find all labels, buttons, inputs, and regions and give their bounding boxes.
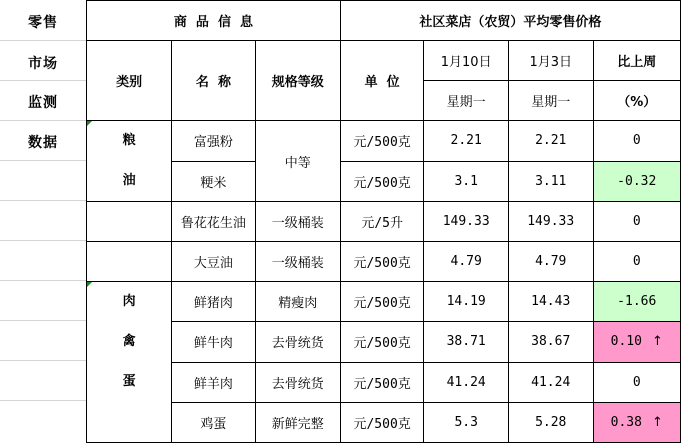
side-title-line: 市场: [28, 56, 58, 72]
table-row: [87, 202, 681, 242]
category-cell-meat-egg: [87, 282, 172, 443]
item-name: 粳米: [172, 161, 255, 202]
row-divider: [0, 160, 86, 161]
category-label: 粮: [122, 133, 136, 148]
row-divider: [0, 360, 86, 361]
category-cell-empty: [87, 202, 172, 242]
item-name: 大豆油: [172, 242, 255, 282]
change-value-cell: [593, 322, 681, 362]
price-previous: 5.28: [508, 402, 593, 442]
change-value: 0: [593, 242, 681, 282]
change-value: 0.38: [610, 414, 642, 430]
price-previous: 4.79: [508, 242, 593, 282]
name-header: 名 称: [172, 41, 255, 121]
item-unit: 元/500克: [340, 242, 424, 282]
item-name: 鸡蛋: [172, 402, 255, 442]
price-current: 14.19: [424, 282, 509, 322]
item-name: 鲜猪肉: [172, 282, 255, 322]
up-arrow-icon: ↑: [651, 334, 663, 350]
up-arrow-icon: ↑: [651, 414, 663, 430]
comment-marker-icon: [87, 282, 92, 287]
row-divider: [0, 320, 86, 321]
price-previous: 149.33: [508, 202, 593, 242]
category-label: 禽: [122, 334, 136, 349]
side-title-line: 数据: [28, 135, 58, 151]
table-row: [87, 362, 681, 402]
row-divider: [0, 280, 86, 281]
date1-header: 1月10日: [424, 41, 509, 81]
table-row: [87, 161, 681, 202]
side-title-column: [0, 0, 86, 441]
date2-header: 1月3日: [508, 41, 593, 81]
item-name: 鲁花花生油: [172, 202, 255, 242]
price-previous: 14.43: [508, 282, 593, 322]
category-label: 蛋: [122, 374, 136, 389]
item-unit: 元/500克: [340, 121, 424, 162]
row-divider: [0, 400, 86, 401]
item-name: 富强粉: [172, 121, 255, 162]
comment-marker-icon: [87, 121, 92, 126]
price-previous: 41.24: [508, 362, 593, 402]
unit-header: 单 位: [340, 41, 424, 121]
category-label: 油: [122, 173, 136, 188]
price-previous: 3.11: [508, 161, 593, 202]
price-current: 38.71: [424, 322, 509, 362]
category-cell-empty: [87, 242, 172, 282]
change-unit-header: （%）: [593, 81, 681, 121]
change-value: 0.10: [610, 334, 642, 350]
item-spec: 去骨统货: [255, 362, 340, 402]
item-unit: 元/500克: [340, 402, 424, 442]
item-spec: 新鲜完整: [255, 402, 340, 442]
price-previous: 2.21: [508, 121, 593, 162]
item-spec: 去骨统货: [255, 322, 340, 362]
row-divider: [0, 120, 86, 121]
table-row: [87, 242, 681, 282]
item-unit: 元/500克: [340, 161, 424, 202]
change-value: -1.66: [593, 282, 681, 322]
row-divider: [0, 240, 86, 241]
goods-info-header: 商 品 信 息: [87, 1, 341, 41]
side-title-line: 监测: [28, 95, 58, 111]
change-value: -0.32: [593, 161, 681, 202]
change-value-cell: [593, 402, 681, 442]
row-divider: [0, 80, 86, 81]
price-table: [86, 0, 681, 443]
item-spec: 中等: [255, 121, 340, 202]
price-current: 4.79: [424, 242, 509, 282]
table-row: [87, 282, 681, 322]
price-current: 5.3: [424, 402, 509, 442]
item-unit: 元/500克: [340, 282, 424, 322]
price-current: 3.1: [424, 161, 509, 202]
price-previous: 38.67: [508, 322, 593, 362]
table-row: [87, 402, 681, 442]
item-name: 鲜羊肉: [172, 362, 255, 402]
item-spec: 一级桶装: [255, 202, 340, 242]
weekday2-header: 星期一: [508, 81, 593, 121]
price-current: 2.21: [424, 121, 509, 162]
category-label: 肉: [122, 294, 136, 309]
side-title-line: 零售: [28, 15, 58, 31]
change-value: 0: [593, 362, 681, 402]
change-header: 比上周: [593, 41, 681, 81]
spec-header: 规格等级: [255, 41, 340, 121]
table-row: [87, 322, 681, 362]
category-header: 类别: [87, 41, 172, 121]
change-value: 0: [593, 121, 681, 162]
item-unit: 元/500克: [340, 362, 424, 402]
item-unit: 元/5升: [340, 202, 424, 242]
item-unit: 元/500克: [340, 322, 424, 362]
price-current: 41.24: [424, 362, 509, 402]
item-spec: 一级桶装: [255, 242, 340, 282]
weekday1-header: 星期一: [424, 81, 509, 121]
table-row: [87, 121, 681, 162]
item-spec: 精瘦肉: [255, 282, 340, 322]
row-divider: [0, 40, 86, 41]
price-current: 149.33: [424, 202, 509, 242]
category-cell-grain-oil: [87, 121, 172, 202]
row-divider: [0, 200, 86, 201]
item-name: 鲜牛肉: [172, 322, 255, 362]
avg-price-header: 社区菜店（农贸）平均零售价格: [340, 1, 680, 41]
change-value: 0: [593, 202, 681, 242]
